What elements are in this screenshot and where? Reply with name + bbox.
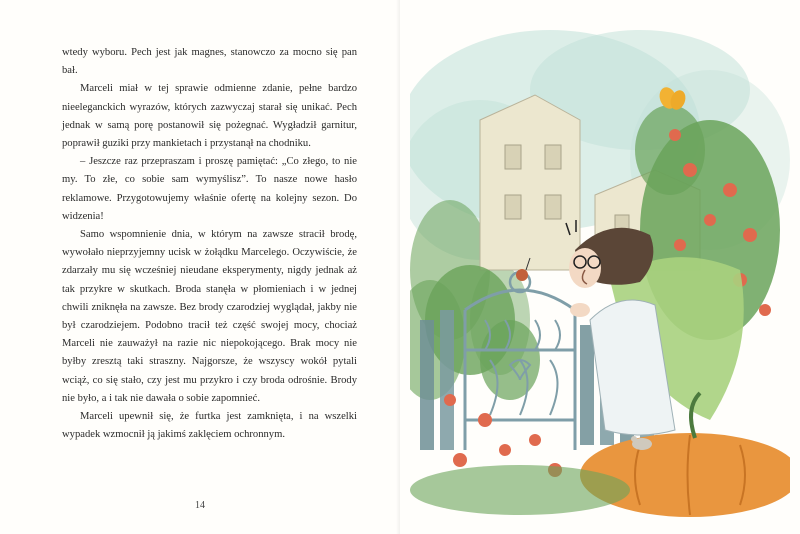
paragraph: – Jeszcze raz przepraszam i proszę pamiętać: „Co złego, to nie my. To złe, co sobie sam wymyśliszˮ. To nasze nowe hasło reklamowe. Przygotowujemy właśnie ofertę na kolejny sezon. Do widzenia!	[62, 156, 357, 222]
text-block	[62, 44, 357, 444]
page-number: 14	[195, 500, 205, 511]
paragraph: Marceli upewnił się, że furtka jest zamknięta, i na wszelki wypadek wzmocnił ją jakimś zaklęciem ochronnym.	[62, 411, 357, 441]
paragraph: Marceli miał w tej sprawie odmienne zdanie, pełne bardzo nieeleganckich wyrazów, których zazwyczaj starał się unikać. Pech jednak w samą porę postanowił się pożegnać. Wygładził garnitur, poprawił guziki przy mankietach i przystanął na chodniku.	[62, 83, 357, 150]
grass	[410, 465, 630, 515]
illustration	[410, 20, 790, 520]
paragraph: Samo wspomnienie dnia, w którym na zawsze stracił brodę, wywołało nieprzyjemny ucisk w żołądku Marcelego. Oczywiście, że zdarzały mu się wcześniej nieudane eksperymenty, nigdy jednak aż tak przykre w skutkach. Broda stanęła w płomieniach i w jednej chwili zniknęła na zawsze. Bez brody czarodziej wyglądał, jakby nie był czarodziejem. Podobno tracił też część swojej mocy, chociaż Marceli nie zauważył na razie nic niepokojącego. Brak mocy nie byłby zresztą taki straszny. Najgorsze, że wszyscy wokół pytali wciąż, co się stało, czy jest mu przykro i czy broda odrośnie. Brody nie było, a i tak nie dawała o sobie zapomnieć.	[62, 229, 357, 404]
paragraph: wtedy wyboru. Pech jest jak magnes, stanowczo za mocno się pan bał.	[62, 47, 357, 77]
